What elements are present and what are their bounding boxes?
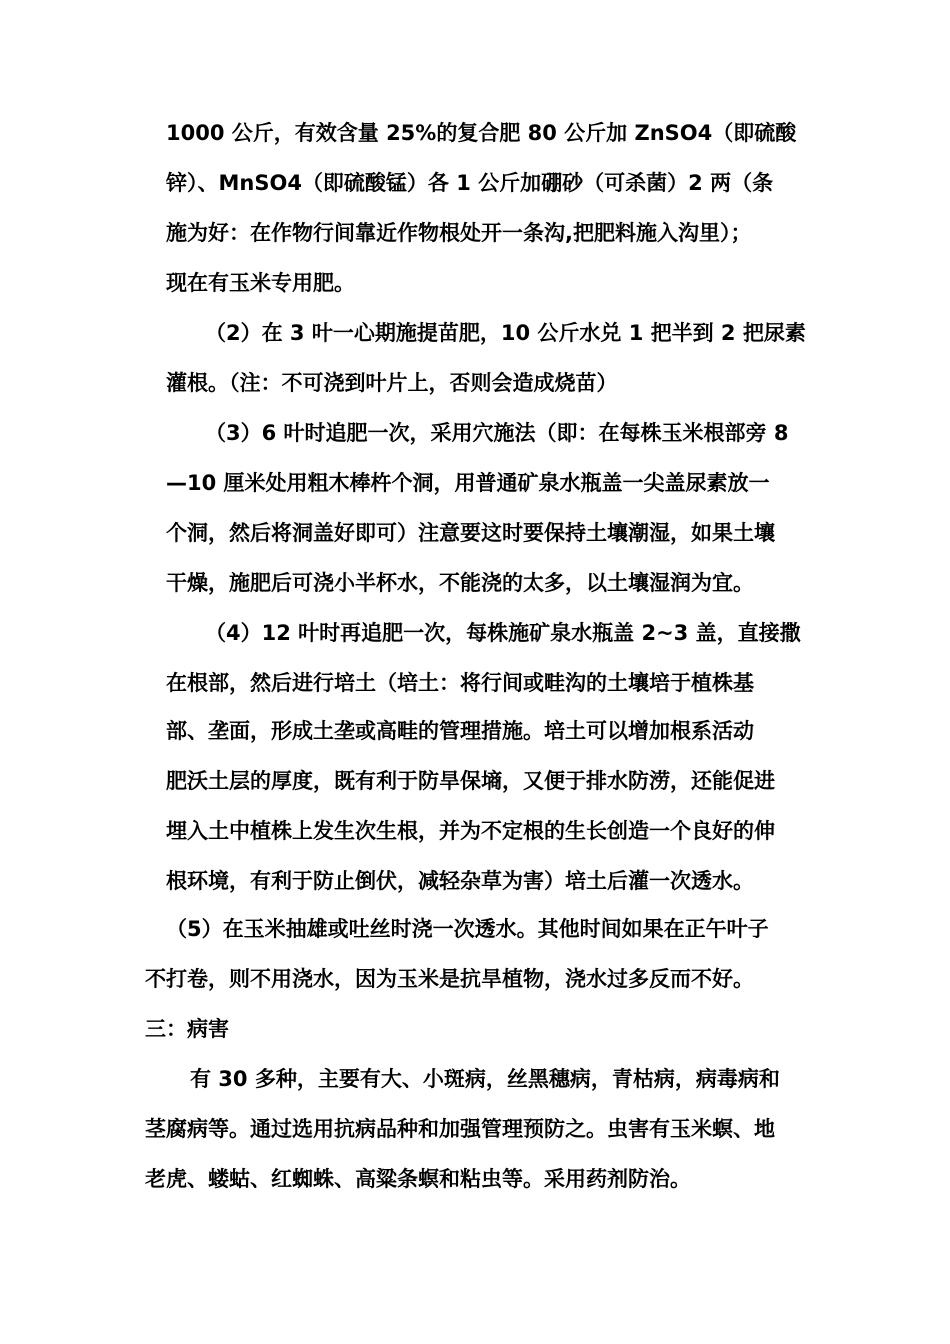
text-line: 锌）、MnSO4（即硫酸锰）各 1 公斤加硼砂（可杀菌）2 两（条 bbox=[166, 171, 774, 195]
text-line: 老虎、蝼蛄、红蜘蛛、高粱条螟和粘虫等。采用药剂防治。 bbox=[145, 1167, 691, 1191]
text-line: 现在有玉米专用肥。 bbox=[166, 271, 355, 295]
text-line: 根环境，有利于防止倒伏，减轻杂草为害）培土后灌一次透水。 bbox=[166, 869, 754, 893]
text-line: 部、垄面，形成土垄或高畦的管理措施。培土可以增加根系活动 bbox=[166, 719, 754, 743]
text-line: 施为好：在作物行间靠近作物根处开一条沟,把肥料施入沟里）； bbox=[166, 221, 752, 245]
text-line: 干燥，施肥后可浇小半杯水，不能浇的太多，以土壤湿润为宜。 bbox=[166, 571, 754, 595]
text-line: 不打卷，则不用浇水，因为玉米是抗旱植物，浇水过多反而不好。 bbox=[145, 967, 754, 991]
text-line: 埋入土中植株上发生次生根，并为不定根的生长创造一个良好的伸 bbox=[166, 819, 775, 843]
text-line: 茎腐病等。通过选用抗病品种和加强管理预防之。虫害有玉米螟、地 bbox=[145, 1117, 775, 1141]
text-line: （5）在玉米抽雄或吐丝时浇一次透水。其他时间如果在正午叶子 bbox=[166, 917, 769, 941]
text-line: 1000 公斤，有效含量 25%的复合肥 80 公斤加 ZnSO4（即硫酸 bbox=[166, 121, 797, 145]
text-line: （3）6 叶时追肥一次，采用穴施法（即：在每株玉米根部旁 8 bbox=[205, 421, 789, 445]
text-line: 在根部，然后进行培土（培土：将行间或畦沟的土壤培于植株基 bbox=[166, 671, 754, 695]
text-line: （2）在 3 叶一心期施提苗肥，10 公斤水兑 1 把半到 2 把尿素 bbox=[205, 321, 806, 345]
text-line: 肥沃土层的厚度，既有利于防旱保墒，又便于排水防涝，还能促进 bbox=[166, 769, 775, 793]
text-line: （4）12 叶时再追肥一次，每株施矿泉水瓶盖 2~3 盖，直接撒 bbox=[205, 621, 801, 645]
text-line: —10 厘米处用粗木棒杵个洞，用普通矿泉水瓶盖一尖盖尿素放一 bbox=[166, 471, 770, 495]
text-line: 个洞，然后将洞盖好即可）注意要这时要保持土壤潮湿，如果土壤 bbox=[166, 521, 775, 545]
text-line: 有 30 多种，主要有大、小斑病，丝黑穗病，青枯病，病毒病和 bbox=[190, 1067, 780, 1091]
text-line: 灌根。（注：不可浇到叶片上，否则会造成烧苗） bbox=[166, 371, 618, 395]
section-heading: 三：病害 bbox=[145, 1017, 229, 1041]
